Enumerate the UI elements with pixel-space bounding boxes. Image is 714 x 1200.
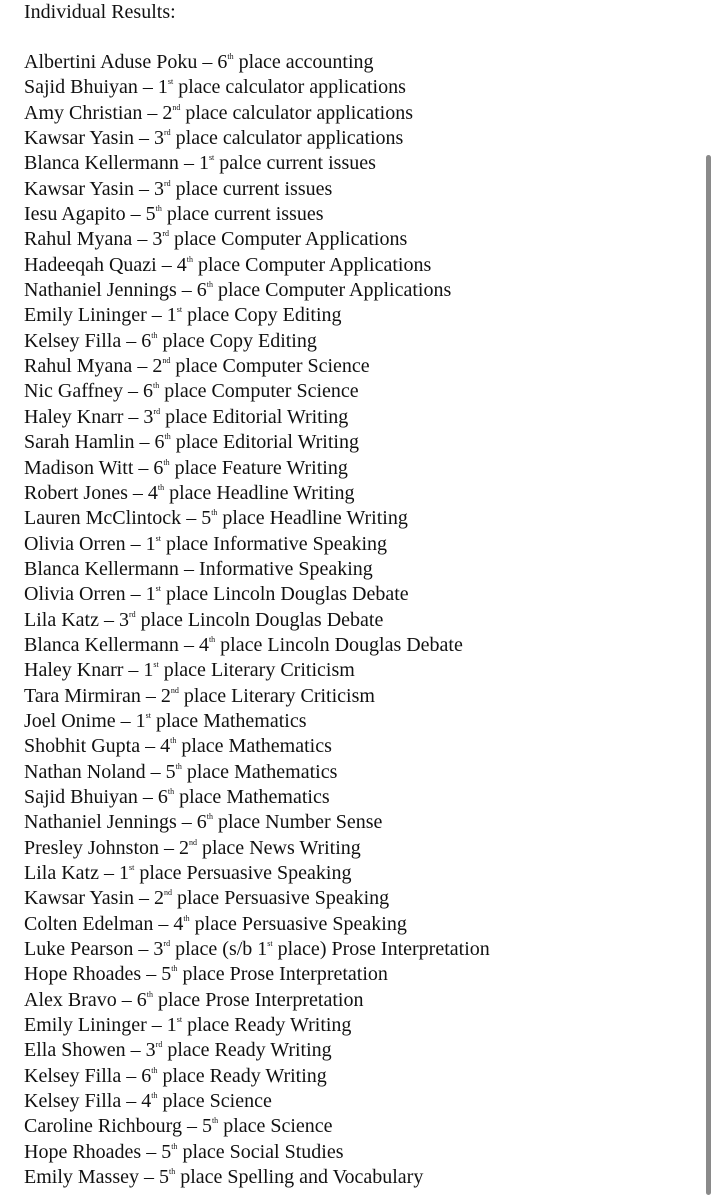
- separator: –: [181, 811, 192, 834]
- event-name: place Headline Writing: [169, 481, 355, 504]
- event-name: place Copy Editing: [162, 329, 317, 352]
- ordinal-suffix: th: [183, 913, 190, 923]
- separator: –: [164, 836, 174, 859]
- separator: –: [146, 1140, 157, 1163]
- result-row: [24, 836, 704, 861]
- ordinal-suffix: rd: [164, 128, 171, 138]
- ordinal-suffix: rd: [128, 609, 136, 619]
- event-name: place) Prose Interpretation: [277, 938, 490, 961]
- result-row: [24, 532, 704, 557]
- event-name: place Mathematics: [179, 785, 330, 808]
- placement-number: 6: [154, 431, 165, 454]
- event-name: place News Writing: [202, 836, 361, 859]
- participant-name: Ella Showen: [24, 1039, 126, 1062]
- event-name: palce current issues: [219, 152, 376, 175]
- participant-name: Kawsar Yasin: [24, 177, 134, 200]
- ordinal-suffix: th: [206, 812, 213, 822]
- separator: –: [103, 862, 114, 884]
- ordinal-suffix: th: [164, 432, 171, 442]
- separator: –: [183, 152, 194, 175]
- ordinal-suffix: th: [157, 482, 165, 492]
- ordinal-suffix: th: [151, 1065, 158, 1075]
- placement-number: 3: [154, 127, 164, 150]
- placement-number: 3: [153, 938, 164, 961]
- participant-name: Caroline Richbourg: [24, 1115, 182, 1138]
- participant-name: Hope Rhoades: [24, 1140, 142, 1163]
- ordinal-suffix: th: [171, 964, 178, 974]
- placement-number: 1: [166, 304, 177, 327]
- separator: –: [138, 938, 149, 961]
- ordinal-suffix: th: [227, 52, 234, 61]
- ordinal-suffix: st: [155, 584, 161, 594]
- event-name: place Informative Speaking: [165, 532, 388, 555]
- event-name: place Ready Writing: [167, 1039, 332, 1062]
- ordinal-suffix: st: [145, 710, 151, 720]
- separator: –: [137, 355, 148, 378]
- event-name: place Mathematics: [156, 709, 307, 732]
- separator: –: [130, 203, 141, 226]
- placement-number: 5: [161, 963, 172, 986]
- ordinal-suffix: nd: [172, 102, 181, 112]
- event-name: place Persuasive Speaking: [139, 862, 352, 884]
- result-row: [24, 278, 704, 303]
- event-name: place Social Studies: [182, 1140, 344, 1163]
- ordinal-suffix: st: [167, 77, 174, 87]
- result-row: [24, 734, 704, 759]
- event-name: place current issues: [175, 177, 333, 200]
- participant-name: Nic Gaffney: [24, 380, 124, 403]
- separator: –: [138, 456, 149, 479]
- placement-number: 6: [196, 811, 207, 834]
- participant-name: Nathaniel Jennings: [24, 811, 177, 834]
- result-row: [24, 937, 704, 962]
- ordinal-suffix: th: [151, 1091, 158, 1101]
- separator: –: [145, 735, 156, 758]
- participant-name: Shobhit Gupta: [24, 735, 141, 758]
- separator: –: [147, 101, 158, 124]
- vertical-scrollbar[interactable]: [706, 155, 711, 1195]
- event-name: place Prose Interpretation: [182, 963, 388, 986]
- placement-number: 1: [198, 152, 209, 175]
- ordinal-suffix: st: [176, 1015, 183, 1025]
- placement-number: 4: [141, 1090, 152, 1113]
- result-row: [24, 506, 704, 531]
- event-name: place Computer Applications: [217, 279, 452, 302]
- separator: –: [161, 253, 172, 276]
- result-row: [24, 709, 704, 734]
- separator: –: [186, 507, 197, 530]
- placement-number: 2: [179, 836, 189, 859]
- participant-name: Hadeeqah Quazi: [24, 253, 157, 276]
- result-row: [24, 303, 704, 328]
- result-row: [24, 1013, 704, 1038]
- participant-name: Haley Knarr: [24, 405, 124, 428]
- participant-name: Iesu Agapito: [24, 203, 126, 226]
- event-name: place Science: [223, 1115, 333, 1138]
- event-name: place Editorial Writing: [165, 405, 349, 428]
- ordinal-suffix: rd: [162, 229, 169, 239]
- result-row: [24, 1114, 704, 1139]
- event-name: place Computer Applications: [173, 228, 408, 251]
- result-row: [24, 75, 704, 100]
- ordinal-suffix: st: [176, 305, 183, 315]
- result-row: [24, 785, 704, 810]
- event-name: place Headline Writing: [222, 507, 408, 530]
- event-name: place Persuasive Speaking: [177, 887, 390, 910]
- separator: –: [144, 1166, 154, 1189]
- separator: –: [139, 127, 149, 150]
- separator: –: [130, 583, 141, 606]
- result-row: [24, 354, 704, 379]
- event-name: place Lincoln Douglas Debate: [140, 608, 384, 631]
- result-row: [24, 430, 704, 455]
- result-row: [24, 379, 704, 404]
- ordinal-suffix: st: [208, 153, 215, 163]
- ordinal-suffix: th: [155, 204, 162, 214]
- result-row: [24, 329, 704, 354]
- placement-number: 5: [161, 1140, 172, 1163]
- placement-number: 5: [201, 507, 212, 530]
- placement-number: 2: [162, 101, 173, 124]
- participant-name: Colten Edelman: [24, 912, 154, 935]
- results-list: [24, 50, 704, 1190]
- event-name: place Literary Criticism: [163, 659, 355, 682]
- separator: –: [130, 1039, 141, 1062]
- result-row: [24, 760, 704, 785]
- separator: –: [183, 633, 194, 656]
- placement-number: 2: [154, 887, 164, 910]
- result-row: [24, 202, 704, 227]
- event-name: place Lincoln Douglas Debate: [220, 633, 463, 656]
- result-row: [24, 1038, 704, 1063]
- placement-number: 3: [143, 405, 154, 428]
- participant-name: Nathaniel Jennings: [24, 279, 177, 302]
- separator: –: [181, 279, 192, 302]
- separator: –: [151, 1014, 162, 1037]
- result-row: [24, 658, 704, 683]
- placement-number: 6: [196, 279, 207, 302]
- event-name: place Persuasive Speaking: [194, 912, 407, 935]
- separator: –: [142, 76, 153, 99]
- event-name: place calculator applications: [185, 101, 414, 124]
- placement-number: 4: [173, 912, 184, 935]
- participant-name: Alex Bravo: [24, 988, 117, 1011]
- result-row: [24, 1089, 704, 1114]
- participant-name: Kelsey Filla: [24, 1064, 122, 1087]
- separator: –: [183, 557, 194, 580]
- placement-number: 3: [154, 177, 164, 200]
- ordinal-suffix: rd: [163, 939, 171, 949]
- event-name: place Prose Interpretation: [158, 988, 364, 1011]
- separator: –: [121, 988, 132, 1011]
- ordinal-suffix: rd: [153, 406, 161, 416]
- result-row: [24, 582, 704, 607]
- ordinal-suffix: th: [146, 989, 153, 999]
- ordinal-suffix: st: [155, 533, 161, 543]
- participant-name: Kawsar Yasin: [24, 127, 134, 150]
- result-row: [24, 405, 704, 430]
- ordinal-suffix: st: [267, 939, 273, 949]
- participant-name: Sajid Bhuiyan: [24, 785, 138, 808]
- event-name: place Computer Applications: [197, 253, 432, 276]
- participant-name: Sarah Hamlin: [24, 431, 135, 454]
- placement-number: 3: [145, 1039, 156, 1062]
- placement-number: 5: [145, 203, 156, 226]
- event-name: place Copy Editing: [187, 304, 342, 327]
- separator: –: [139, 177, 149, 200]
- event-name: place current issues: [166, 203, 324, 226]
- separator: –: [128, 405, 139, 428]
- placement-number: 6: [143, 380, 154, 403]
- participant-name: Emily Massey: [24, 1166, 139, 1189]
- participant-name: Blanca Kellermann: [24, 633, 179, 656]
- ordinal-suffix: th: [186, 254, 193, 264]
- ordinal-suffix: th: [211, 508, 218, 518]
- separator: –: [139, 431, 150, 454]
- event-name: place calculator applications: [178, 76, 406, 99]
- result-row: [24, 101, 704, 126]
- result-row: [24, 557, 704, 582]
- ordinal-suffix: th: [163, 457, 170, 467]
- ordinal-suffix: nd: [164, 888, 172, 898]
- placement-number: 4: [176, 253, 187, 276]
- placement-number: 3: [152, 228, 163, 251]
- separator: –: [158, 912, 169, 935]
- participant-name: Robert Jones: [24, 481, 128, 504]
- placement-number: 6: [141, 329, 152, 352]
- event-name: place Computer Science: [164, 380, 359, 403]
- event-name: place Ready Writing: [162, 1064, 327, 1087]
- ordinal-suffix: nd: [189, 837, 197, 847]
- ordinal-suffix: th: [151, 330, 158, 340]
- result-row: [24, 456, 704, 481]
- result-row: [24, 1064, 704, 1089]
- participant-name: Albertini Aduse Poku: [24, 51, 198, 73]
- placement-number: 6: [136, 988, 147, 1011]
- participant-name: Kelsey Filla: [24, 1090, 122, 1113]
- event-name: Informative Speaking: [198, 557, 373, 580]
- participant-name: Emily Lininger: [24, 304, 147, 327]
- separator: –: [151, 304, 162, 327]
- ordinal-suffix: th: [167, 786, 175, 796]
- result-row: [24, 151, 704, 176]
- participant-name: Lila Katz: [24, 862, 99, 884]
- placement-number: 2: [152, 355, 163, 378]
- participant-name: Blanca Kellermann: [24, 152, 179, 175]
- result-row: [24, 861, 704, 886]
- placement-number: 4: [198, 633, 209, 656]
- participant-name: Presley Johnston: [24, 836, 159, 859]
- ordinal-suffix: th: [169, 1167, 176, 1177]
- ordinal-suffix: th: [153, 381, 160, 391]
- result-row: [24, 1140, 704, 1165]
- placement-number: 1: [157, 76, 168, 99]
- result-row: [24, 684, 704, 709]
- event-name: place Number Sense: [217, 811, 383, 834]
- placement-number: 1: [143, 659, 154, 682]
- separator: –: [128, 659, 139, 682]
- placement-number: 3: [118, 608, 129, 631]
- participant-name: Lauren McClintock: [24, 507, 182, 530]
- placement-number: 6: [157, 785, 168, 808]
- result-row: [24, 608, 704, 633]
- separator: –: [130, 532, 141, 555]
- result-row: [24, 962, 704, 987]
- placement-number: 1: [135, 709, 146, 732]
- ordinal-suffix: rd: [155, 1040, 163, 1050]
- participant-name: Rahul Myana: [24, 355, 133, 378]
- ordinal-suffix: st: [128, 863, 135, 872]
- placement-number: 5: [165, 760, 176, 783]
- separator: –: [186, 1115, 197, 1138]
- result-row: [24, 1165, 704, 1190]
- participant-name: Tara Mirmiran: [24, 684, 141, 707]
- separator: –: [128, 380, 139, 403]
- placement-number: 6: [217, 51, 228, 73]
- document: [24, 0, 704, 1190]
- participant-name: Kawsar Yasin: [24, 887, 134, 910]
- participant-name: Lila Katz: [24, 608, 99, 631]
- ordinal-suffix: th: [206, 280, 213, 290]
- ordinal-suffix: rd: [164, 178, 171, 188]
- separator: –: [150, 760, 161, 783]
- separator: –: [142, 785, 153, 808]
- placement-number: 4: [160, 735, 171, 758]
- separator: –: [145, 684, 156, 707]
- result-row: [24, 810, 704, 835]
- event-name: place Mathematics: [181, 735, 332, 758]
- result-row: [24, 633, 704, 658]
- participant-name: Hope Rhoades: [24, 963, 142, 986]
- participant-name: Amy Christian: [24, 101, 143, 124]
- participant-name: Luke Pearson: [24, 938, 134, 961]
- result-row: [24, 988, 704, 1013]
- event-name: place Lincoln Douglas Debate: [165, 583, 409, 606]
- placement-number: 1: [118, 862, 129, 884]
- placement-number: 4: [147, 481, 158, 504]
- placement-number: 1: [145, 583, 156, 606]
- ordinal-suffix: th: [171, 1141, 178, 1151]
- participant-name: Haley Knarr: [24, 659, 124, 682]
- event-name: place (s/b 1: [175, 938, 268, 961]
- participant-name: Olivia Orren: [24, 583, 126, 606]
- event-name: place Spelling and Vocabulary: [180, 1166, 424, 1189]
- event-name: place Editorial Writing: [175, 431, 359, 454]
- separator: –: [137, 228, 148, 251]
- separator: –: [126, 1064, 137, 1087]
- event-name: place Mathematics: [186, 760, 338, 783]
- separator: –: [103, 608, 114, 631]
- event-name: place Feature Writing: [174, 456, 348, 479]
- event-name: place accounting: [238, 51, 374, 73]
- event-name: place Ready Writing: [187, 1014, 352, 1037]
- ordinal-suffix: th: [175, 761, 182, 771]
- ordinal-suffix: nd: [162, 356, 171, 366]
- result-row: [24, 177, 704, 202]
- page-title: Individual Results:: [24, 1, 176, 23]
- result-row: [24, 886, 704, 911]
- participant-name: Olivia Orren: [24, 532, 126, 555]
- event-name: place calculator applications: [175, 127, 404, 150]
- placement-number: 6: [141, 1064, 152, 1087]
- ordinal-suffix: th: [170, 736, 177, 746]
- separator: –: [146, 963, 157, 986]
- participant-name: Sajid Bhuiyan: [24, 76, 138, 99]
- ordinal-suffix: st: [153, 660, 159, 670]
- separator: –: [126, 329, 137, 352]
- event-name: place Computer Science: [175, 355, 370, 378]
- separator: –: [132, 481, 143, 504]
- participant-name: Blanca Kellermann: [24, 557, 179, 580]
- participant-name: Rahul Myana: [24, 228, 133, 251]
- result-row: [24, 126, 704, 151]
- result-row: [24, 227, 704, 252]
- placement-number: 6: [153, 456, 164, 479]
- ordinal-suffix: th: [211, 1116, 219, 1126]
- participant-name: Emily Lininger: [24, 1014, 147, 1037]
- separator: –: [139, 887, 149, 910]
- placement-number: 5: [159, 1166, 169, 1189]
- participant-name: Kelsey Filla: [24, 329, 122, 352]
- separator: –: [126, 1090, 137, 1113]
- participant-name: Madison Witt: [24, 456, 134, 479]
- placement-number: 5: [201, 1115, 212, 1138]
- result-row: [24, 50, 704, 75]
- result-row: [24, 912, 704, 937]
- placement-number: 1: [166, 1014, 177, 1037]
- participant-name: Joel Onime: [24, 709, 116, 732]
- ordinal-suffix: th: [208, 634, 216, 644]
- event-name: place Science: [162, 1090, 272, 1113]
- event-name: place Literary Criticism: [183, 684, 375, 707]
- placement-number: 2: [160, 684, 171, 707]
- separator: –: [202, 51, 213, 73]
- result-row: [24, 481, 704, 506]
- placement-number: 1: [145, 532, 156, 555]
- ordinal-suffix: nd: [170, 685, 179, 695]
- participant-name: Nathan Noland: [24, 760, 146, 783]
- result-row: [24, 253, 704, 278]
- separator: –: [120, 709, 131, 732]
